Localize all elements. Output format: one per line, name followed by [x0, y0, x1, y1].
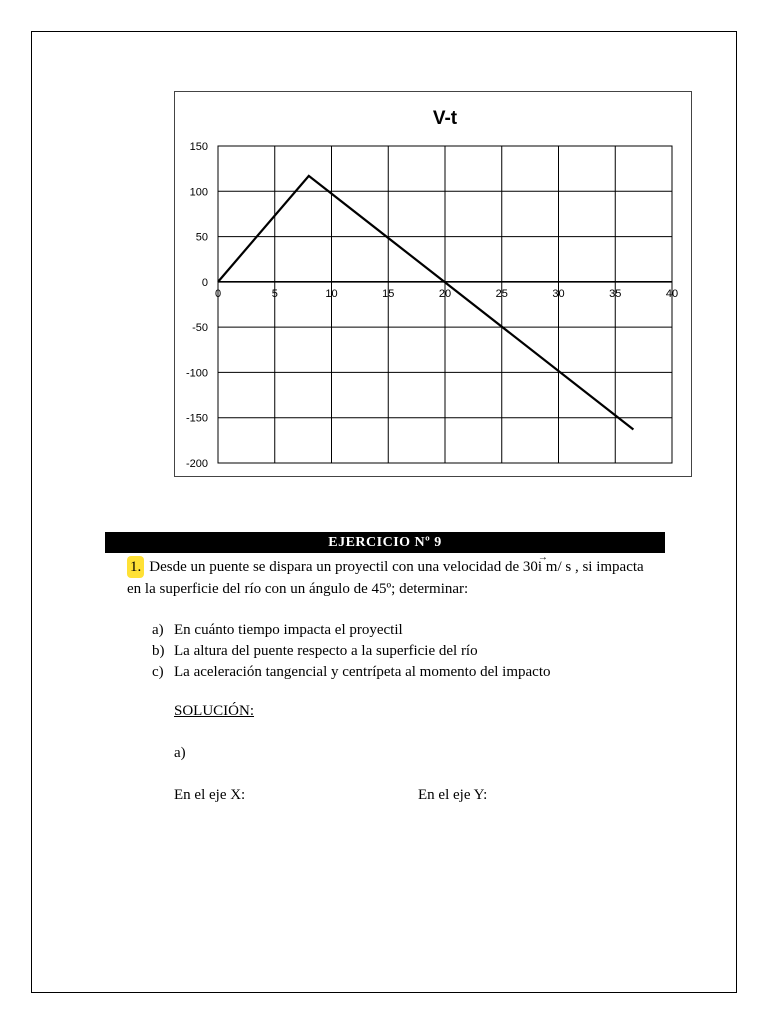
list-item	[152, 620, 551, 641]
problem-line-1	[127, 552, 687, 578]
vector-arrow-icon: →	[537, 552, 548, 563]
y-tick-label: 150	[189, 141, 208, 153]
question-text: La aceleración tangencial y centrípeta al momento del impacto	[174, 664, 551, 680]
problem-line-2: en la superficie del río con un ángulo de 45º; determinar:	[127, 581, 469, 597]
list-item	[152, 662, 551, 683]
axis-y-label: En el eje Y:	[418, 787, 488, 803]
question-letter: b)	[152, 643, 165, 659]
solution-heading: SOLUCIÓN:	[174, 703, 255, 719]
x-tick-label: 15	[382, 287, 395, 300]
velocity-vector	[537, 552, 548, 578]
series-line	[218, 176, 633, 430]
velocity-value: 30	[522, 559, 538, 575]
problem-statement	[127, 552, 687, 600]
question-list	[152, 620, 551, 683]
chart-title: V-t	[432, 108, 458, 129]
solution-part-a: a)	[174, 745, 186, 761]
axis-x-label: En el eje X:	[174, 787, 246, 803]
chart-svg	[175, 92, 693, 478]
question-text: La altura del puente respecto a la superficie del río	[174, 643, 478, 659]
x-tick-label: 10	[325, 287, 338, 300]
question-letter: c)	[152, 664, 164, 680]
x-tick-label: 5	[271, 287, 278, 300]
vt-chart	[174, 91, 692, 477]
section-title: EJERCICIO Nº 9	[105, 532, 665, 553]
y-tick-label: -50	[192, 322, 208, 335]
x-tick-label: 20	[438, 287, 452, 300]
velocity-unit-vector: i	[537, 559, 543, 575]
y-tick-label: -200	[185, 458, 208, 470]
y-tick-label: -150	[185, 412, 208, 425]
y-tick-label: 50	[195, 231, 208, 244]
y-tick-label: -100	[185, 367, 208, 380]
problem-number: 1.	[127, 556, 144, 578]
x-tick-label: 0	[214, 287, 222, 300]
x-tick-label: 25	[495, 287, 508, 300]
problem-text-after: m/ s , si impacta	[545, 559, 644, 575]
question-letter: a)	[152, 622, 164, 638]
x-tick-label: 35	[609, 287, 622, 300]
y-tick-label: 0	[201, 276, 208, 289]
x-tick-label: 30	[552, 287, 565, 300]
question-text: En cuánto tiempo impacta el proyectil	[174, 622, 403, 638]
list-item	[152, 641, 551, 662]
y-tick-label: 100	[189, 186, 208, 199]
x-tick-label: 40	[665, 287, 679, 300]
problem-text-before: Desde un puente se dispara un proyectil con una velocidad de	[149, 559, 520, 575]
